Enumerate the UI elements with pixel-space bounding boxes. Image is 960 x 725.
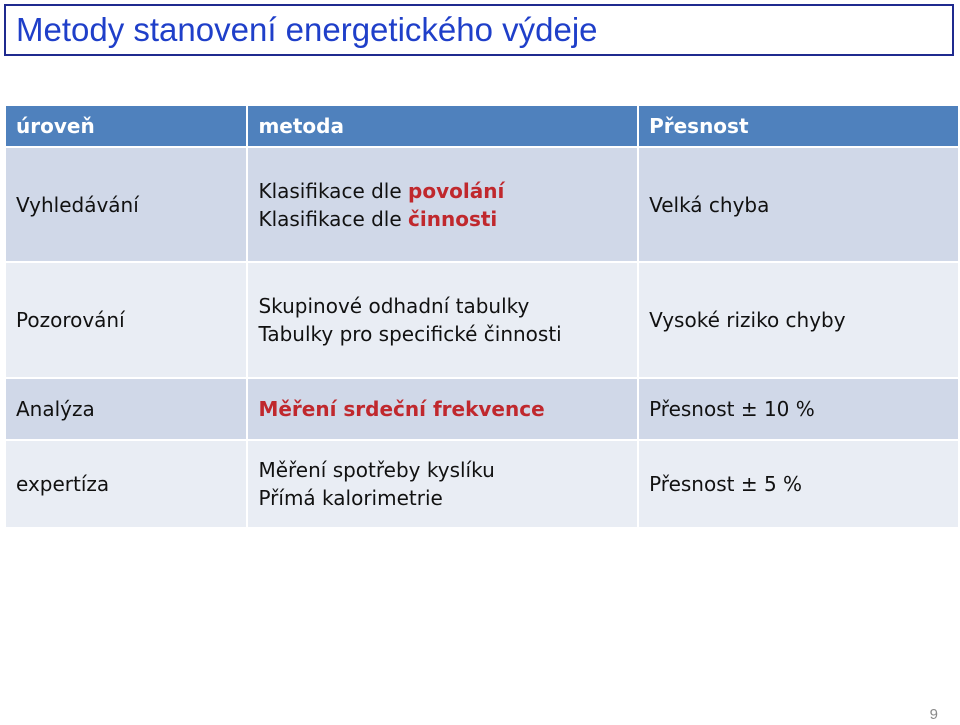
cell-accuracy: Přesnost ± 5 % [639, 441, 958, 529]
table-row [6, 379, 958, 441]
method-line: Přímá kalorimetrie [258, 486, 443, 510]
cell-accuracy: Vysoké riziko chyby [639, 263, 958, 379]
method-line: Klasifikace dle činnosti [258, 206, 498, 231]
title-box [4, 4, 954, 56]
slide-title: Metody stanovení energetického výdeje [16, 11, 598, 48]
header-level: úroveň [6, 106, 248, 148]
cell-level: Pozorování [6, 263, 248, 379]
method-line: Klasifikace dle povolání [258, 178, 505, 203]
cell-level: Vyhledávání [6, 148, 248, 263]
method-line: Skupinové odhadní tabulky [258, 294, 530, 318]
table-row [6, 148, 958, 263]
cell-accuracy: Velká chyba [639, 148, 958, 263]
table-row [6, 441, 958, 529]
page-number: 9 [929, 706, 938, 723]
header-accuracy: Přesnost [639, 106, 958, 148]
method-line: Měření spotřeby kyslíku [258, 458, 495, 482]
cell-level: expertíza [6, 441, 248, 529]
highlight-text: činnosti [408, 206, 498, 231]
cell-method [248, 148, 639, 263]
method-line: Tabulky pro specifické činnosti [258, 322, 562, 346]
table-header-row [6, 106, 958, 148]
highlight-text: Měření srdeční frekvence [258, 397, 545, 421]
cell-level: Analýza [6, 379, 248, 441]
highlight-text: povolání [408, 178, 505, 203]
cell-method [248, 263, 639, 379]
cell-accuracy: Přesnost ± 10 % [639, 379, 958, 441]
header-method: metoda [248, 106, 639, 148]
cell-method [248, 379, 639, 441]
table-row [6, 263, 958, 379]
cell-method [248, 441, 639, 529]
methods-table [6, 106, 958, 529]
